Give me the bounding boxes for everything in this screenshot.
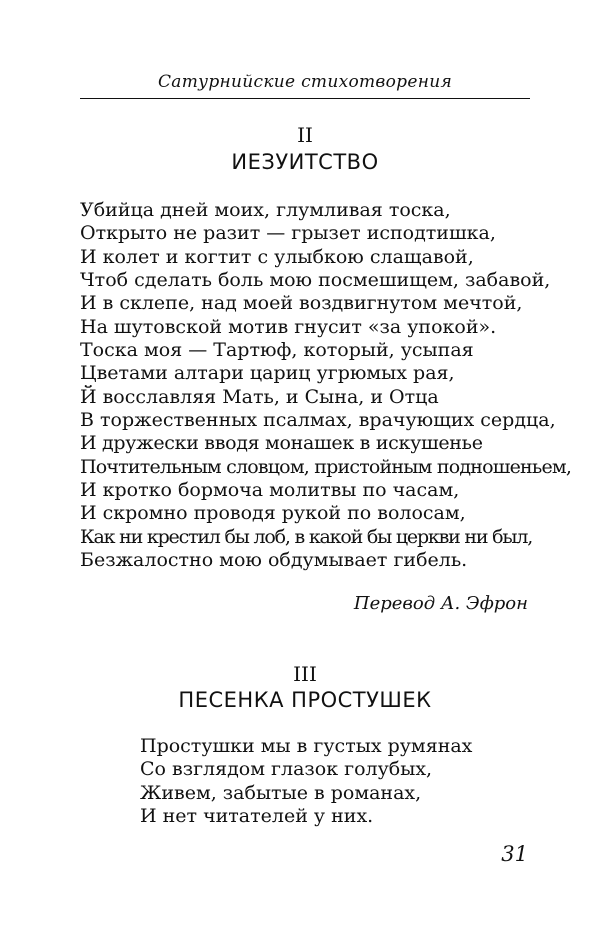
poem-stanza — [140, 735, 472, 828]
poem-stanza — [80, 199, 571, 573]
poem-line: И колет и когтит с улыбкою слащавой, — [80, 245, 474, 268]
page-number: 31 — [501, 842, 528, 866]
poem-line: Тоска моя — Тартюф, который, усыпая — [80, 339, 474, 362]
poem-line: Простушки мы в густых румянах — [140, 735, 473, 757]
poem-line: И в склепе, над моей воздвигнутом мечтой, — [80, 292, 523, 315]
header-rule — [80, 98, 530, 99]
poem-number: III — [293, 662, 317, 686]
poem-line: Убийца дней моих, глумливая тоска, — [80, 199, 451, 221]
poem-line: Живем, забытые в романах, — [140, 781, 422, 804]
poem-title: ПЕСЕНКА ПРОСТУШЕК — [178, 688, 432, 712]
poem-line: И нет читателей у них. — [140, 805, 374, 828]
poem-line: В торжественных псалмах, врачующих сердца, — [80, 409, 556, 432]
poem-line: На шутовской мотив гнусит «за упокой». — [80, 315, 497, 338]
poem-line: И скромно проводя рукой по волосам, — [80, 502, 466, 525]
poem-line: Со взглядом глазок голубых, — [140, 758, 433, 781]
poem-line: Й восславляя Мать, и Сына, и Отца — [80, 385, 439, 408]
poem-line: Безжалостно мою обдумывает гибель. — [80, 549, 468, 572]
poem-line: И дружески вводя монашек в искушенье — [80, 432, 483, 455]
running-head: Сатурнийские стихотворения — [158, 72, 452, 92]
poem-line: Открыто не разит — грызет исподтишка, — [80, 222, 496, 245]
poem-line: Как ни крестил бы лоб, в какой бы церкви ни был, — [80, 525, 533, 548]
poem-line: Чтоб сделать боль мою посмешищем, забавой, — [80, 269, 551, 292]
poem-line: И кротко бормоча молитвы по часам, — [80, 479, 460, 502]
poem-line: Цветами алтари цариц угрюмых рая, — [80, 362, 455, 385]
poem-line: Почтительным словцом, пристойным подношеньем, — [80, 455, 572, 478]
poem-title: ИЕЗУИТСТВО — [231, 150, 379, 174]
translator-credit: Перевод А. Эфрон — [353, 593, 528, 614]
poem-number: II — [297, 123, 313, 147]
